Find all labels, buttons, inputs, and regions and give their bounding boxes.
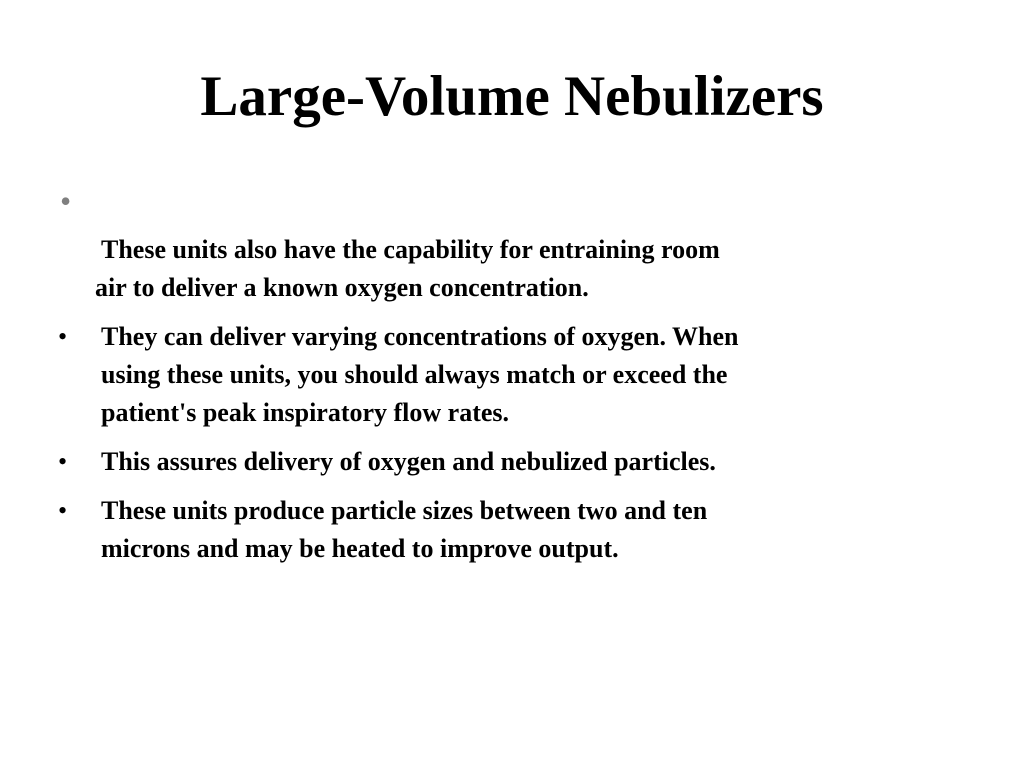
bullet-line: These units produce particle sizes between two and ten: [101, 496, 708, 525]
bullet-list: [58, 183, 958, 579]
bullet-line: patient's peak inspiratory flow rates.: [101, 398, 510, 427]
bullet-item: [58, 492, 958, 568]
bullet-item: [58, 183, 958, 307]
bullet-text: [95, 197, 958, 307]
bullet-line: They can deliver varying concentrations of oxygen. When: [101, 322, 739, 351]
bullet-marker: •: [58, 496, 68, 525]
bullet-marker: •: [58, 322, 68, 351]
slide-title: Large-Volume Nebulizers: [200, 65, 824, 128]
bullet-line: microns and may be heated to improve output.: [101, 534, 619, 563]
bullet-text: [101, 318, 958, 432]
bullet-marker: •: [60, 183, 72, 219]
bullet-item: [58, 318, 958, 432]
bullet-marker: •: [58, 447, 68, 476]
bullet-line: These units also have the capability for entraining room: [101, 235, 720, 264]
bullet-line: air to deliver a known oxygen concentration.: [95, 273, 589, 302]
bullet-text: [101, 443, 958, 481]
bullet-item: [58, 443, 958, 481]
bullet-line: This assures delivery of oxygen and nebulized particles.: [101, 447, 716, 476]
bullet-line: using these units, you should always match or exceed the: [101, 360, 728, 389]
bullet-text: [101, 492, 958, 568]
